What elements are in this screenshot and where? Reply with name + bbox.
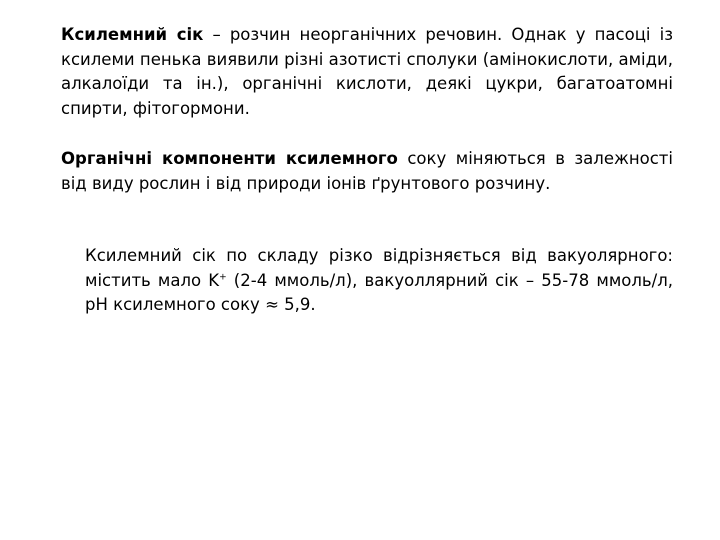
term-xylem-sap: Ксилемний сік xyxy=(61,25,204,44)
paragraph-text: – розчин неорганічних речовин. Однак у пасоці із ксилеми пенька виявили різні азотисті сполуки (амінокислоти, аміди, алкалоїди та ін.), органічні кислоти, деякі цукри, багатоатомні спирти, фітогормони. xyxy=(61,25,673,118)
paragraph-text: соку міняються в залежності від виду рослин і від природи іонів ґрунтового розчину. xyxy=(61,149,674,193)
potassium-charge-superscript: + xyxy=(219,272,227,282)
paragraph-organic-components xyxy=(61,147,673,196)
paragraph-composition-comparison xyxy=(61,244,673,318)
term-organic-components: Органічні компоненти ксилемного xyxy=(61,149,398,168)
paragraph-text-before: Ксилемний сік по складу різко відрізняється від вакуолярного: містить мало K xyxy=(85,246,673,290)
paragraph-text-after: (2-4 ммоль/л), вакуоллярний сік – 55-78 ммоль/л, pH ксилемного соку ≈ 5,9. xyxy=(85,270,673,314)
paragraph-xylem-sap-definition xyxy=(61,23,673,121)
